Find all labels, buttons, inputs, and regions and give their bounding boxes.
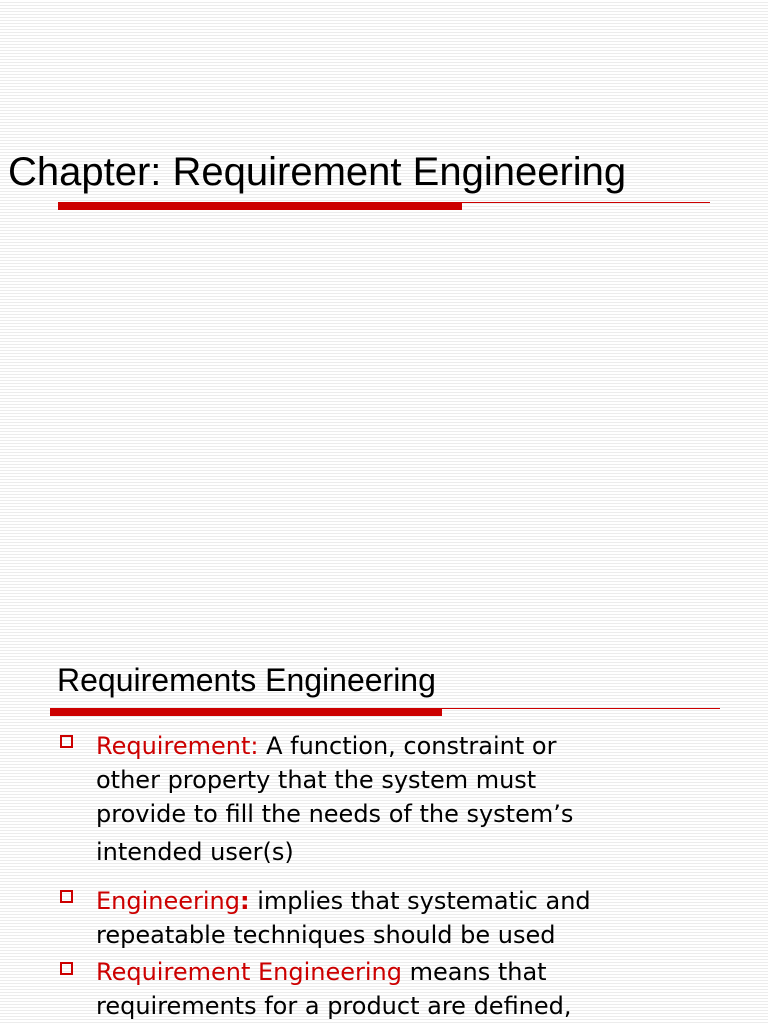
bullet-text: A function, constraint or	[266, 732, 557, 760]
hollow-square-icon	[60, 962, 73, 975]
section-underline-thick	[50, 708, 442, 716]
bullet-text: implies that systematic and	[257, 887, 591, 915]
hollow-square-icon	[60, 735, 73, 748]
slide-title: Chapter: Requirement Engineering	[8, 150, 627, 194]
bullet-line: intended user(s)	[96, 838, 294, 866]
bullet-line	[96, 884, 736, 918]
bullet-term: Requirement Engineering	[96, 958, 402, 986]
section-title: Requirements Engineering	[57, 662, 436, 698]
bullet-item-requirement	[96, 729, 736, 869]
hollow-square-icon	[60, 890, 73, 903]
title-underline-thick	[58, 202, 462, 210]
bullet-item-requirement-engineering	[96, 955, 736, 1023]
section-underline-thin	[442, 708, 720, 709]
bullet-line	[96, 729, 736, 763]
bullet-text: means that	[409, 958, 547, 986]
section-underline	[50, 706, 720, 716]
bullet-line: provide to fill the needs of the system’s	[96, 800, 574, 828]
bullet-item-engineering	[96, 884, 736, 952]
bullet-line	[96, 955, 736, 989]
bullet-term: Requirement:	[96, 732, 259, 760]
bullet-term: Engineering	[96, 887, 240, 915]
bullet-line: requirements for a product are defined,	[96, 992, 572, 1020]
bullet-line: other property that the system must	[96, 766, 537, 794]
bullet-term-colon: :	[240, 887, 250, 915]
title-underline-thin	[462, 202, 710, 203]
bullet-line: repeatable techniques should be used	[96, 921, 556, 949]
title-underline	[58, 200, 710, 210]
